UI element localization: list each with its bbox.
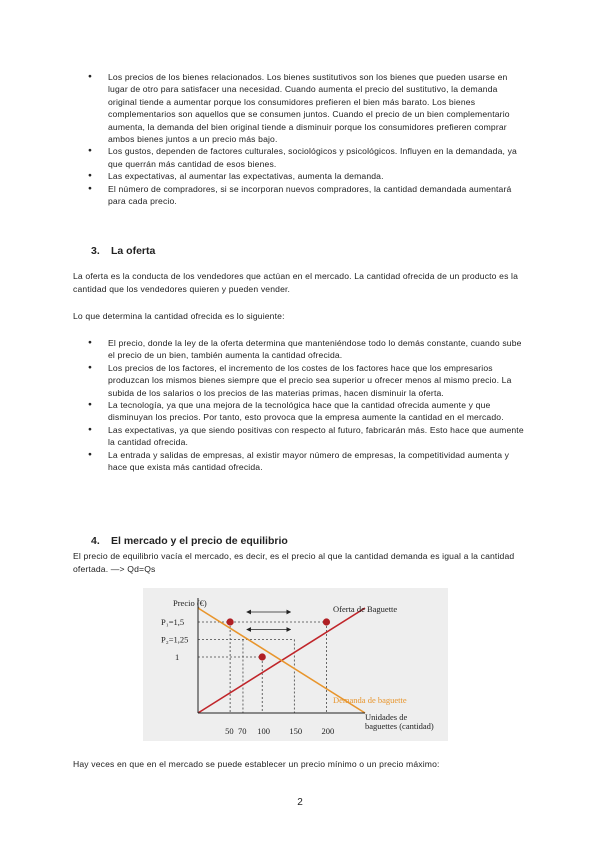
section-3-heading [91,245,155,257]
section-title: La oferta [111,245,156,257]
data-point [259,653,266,660]
list-item: ● La tecnología, ya que una mejora de la tecnológica hace que la cantidad ofrecida aumente y que disminuyan los precios. Por tanto, esto provoca que la empresa aumente la cantidad en el mercado. [88,399,528,424]
list-item: ● Los precios de los bienes relacionados. Los bienes sustitutivos son los bienes que pueden usarse en lugar de otro para satisfacer una necesidad. Cuando aumenta el precio del sustitutivo, la demanda original tiende a aumentar porque los consumidores prefieren el bien más barato. Los bienes complementarios son aquellos que se consumen juntos. Cuando el precio de un bien complementario aumenta, la demanda del bien original tiende a disminuir porque los consumidores prefieren comprar ambos bienes juntos a un precio más bajo. [88,71,528,145]
data-point [227,618,234,625]
list-item: ● Las expectativas, al aumentar las expectativas, aumenta la demanda. [88,170,528,182]
page-number: 2 [297,797,303,808]
section-4-intro: El precio de equilibrio vacía el mercado, es decir, es el precio al que la cantidad demanda es igual a la cantidad ofertada. —> Qd=Qs [73,551,515,574]
x-tick-label: 200 [321,726,335,736]
y-tick-label: P₂=1,25 [161,634,189,645]
list-item: ● Los precios de los factores, el incremento de los costes de los factores hace que los empresarios produzcan los mismos bienes siempre que el precio sea superior u ofrecer menos al mismo precio. La subida de los salarios o los precios de las materias primas, hacen disminuir la oferta. [88,362,528,399]
equilibrium-chart [143,588,448,741]
bullet-list-supply-factors [88,337,528,473]
bullet-list-demand-factors [88,71,528,207]
section-4-heading [91,535,288,547]
x-tick-label: 150 [289,726,303,736]
section-number: 4. [91,535,100,547]
list-item: ● El precio, donde la ley de la oferta determina que manteniéndose todo lo demás constante, cuando sube el precio de un bien, también aumenta la cantidad ofrecida. [88,337,528,362]
list-item: ● La entrada y salidas de empresas, al existir mayor número de empresas, la competitividad aumenta y hace que exista más cantidad ofrecida. [88,449,528,474]
equilibrium-chart-svg [143,588,448,741]
supply-line-label: Oferta de Baguette [333,604,398,614]
section-number: 3. [91,245,100,257]
y-tick-label: P₁=1,5 [161,617,185,627]
x-axis-label-line2: baguettes (cantidad) [365,721,434,731]
data-point [323,618,330,625]
section-title: El mercado y el precio de equilibrio [111,535,288,547]
x-tick-label: 50 [225,726,234,736]
section-3-lead: Lo que determina la cantidad ofrecida es lo siguiente: [73,311,285,321]
y-axis-label: Precio (€) [173,598,207,608]
list-item: ● El número de compradores, si se incorporan nuevos compradores, la cantidad demandada aumentará para cada precio. [88,183,528,208]
x-tick-label: 100 [257,726,270,736]
x-tick-label: 70 [237,726,247,736]
list-item: ● Los gustos, dependen de factores culturales, sociológicos y psicológicos. Influyen en la demandada, ya que querrán más cantidad de esos bienes. [88,145,528,170]
list-item: ● Las expectativas, ya que siendo positivas con respecto al futuro, fabricarán más. Esto hace que aumente la cantidad ofrecida. [88,424,528,449]
demand-line-label: Demanda de baguette [333,695,407,705]
x-axis-label-line1: Unidades de [365,712,408,722]
closing-paragraph: Hay veces en que en el mercado se puede establecer un precio mínimo o un precio máximo: [73,759,440,769]
y-tick-label: 1 [175,652,180,662]
section-3-intro: La oferta es la conducta de los vendedores que actúan en el mercado. La cantidad ofrecida de un producto es la cantidad que los vendedores quieren y pueden vender. [73,271,519,294]
